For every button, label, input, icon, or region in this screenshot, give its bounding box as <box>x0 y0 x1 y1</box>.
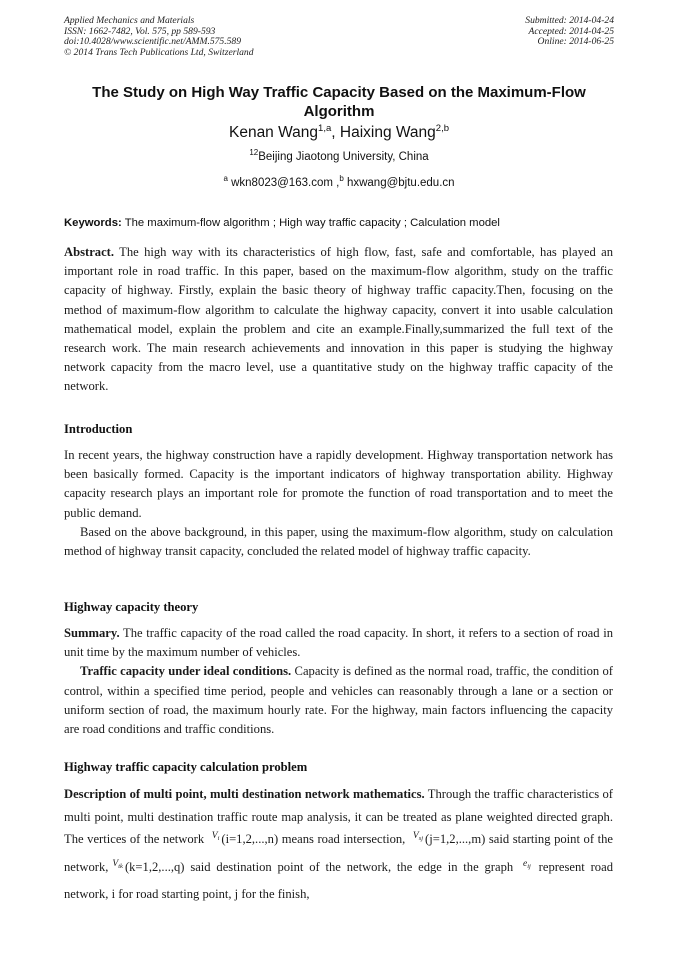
journal-name: Applied Mechanics and Materials <box>64 15 195 26</box>
email-a-sup: a <box>223 174 228 183</box>
edge-symbol-eij <box>523 859 531 869</box>
capacity-theory-body <box>64 624 613 739</box>
network-description-paragraph <box>64 783 613 906</box>
calculation-problem-body <box>64 783 613 906</box>
abstract-text: The high way with its characteristics of high flow, fast, safe and comfortable, has played an important role in road traffic. In this paper, based on the maximum-flow algorithm, study on the traffic capacity of highway. Firstly, explain the basic theory of highway traffic capacity.Then, focusing on the method of maximum-flow algorithm to calculate the highway capacity, convert it into usable calculation mathematical model, explain the problem and cite an example.Finally,summarized the full text of the research work. The main research achievements and innovation in this paper is studying the highway network capacity from the macro level, use a quantitative study on the highway traffic capacity of the network. <box>64 245 613 394</box>
journal-doi: doi:10.4028/www.scientific.net/AMM.575.589 <box>64 36 242 48</box>
summary-paragraph <box>64 624 613 662</box>
date-submitted: Submitted: 2014-04-24 <box>525 15 614 26</box>
edge-symbol-eij-base: e <box>523 858 528 869</box>
start-symbol-vsj-base: V <box>412 831 419 842</box>
email-b-sup: b <box>339 174 344 183</box>
date-accepted: Accepted: 2014-04-25 <box>528 25 614 37</box>
email-b[interactable]: hxwang@bjtu.edu.cn <box>343 177 455 189</box>
introduction-body <box>64 446 613 561</box>
abstract-label: Abstract. <box>64 245 115 259</box>
author-line <box>0 124 678 142</box>
affiliation-sup: 12 <box>249 148 259 157</box>
journal-issn: ISSN: 1662-7482, Vol. 575, pp 589-593 <box>64 25 216 37</box>
vertex-symbol-vi <box>212 831 220 841</box>
journal-info <box>64 16 254 58</box>
network-description-text-2: (i=1,2,...,n) means road intersection, <box>221 832 409 847</box>
paper-title: The Study on High Way Traffic Capacity Based on the Maximum-Flow Algorithm <box>92 84 586 120</box>
edge-symbol-eij-sub: ij <box>527 862 531 870</box>
network-description-text-3: (j=1,2,...,m) said starting point of the network, <box>64 832 613 874</box>
ideal-conditions-paragraph <box>64 662 613 739</box>
capacity-theory-heading: Highway capacity theory <box>64 600 199 614</box>
ideal-conditions-label: Traffic capacity under ideal conditions. <box>80 664 292 679</box>
start-symbol-vsj <box>413 831 423 841</box>
affiliation-text: Beijing Jiaotong University, China <box>258 151 429 163</box>
destination-symbol-vtk-base: V <box>112 858 119 869</box>
keywords-label: Keywords: <box>64 217 122 229</box>
abstract <box>64 243 613 397</box>
summary-text: The traffic capacity of the road called the road capacity. In short, it refers to a section of road in unit time by the maximum number of vehicles. <box>64 626 613 660</box>
destination-symbol-vtk <box>112 859 123 869</box>
author-2-name: Haixing Wang <box>339 124 436 141</box>
journal-copyright: © 2014 Trans Tech Publications Ltd, Switzerland <box>64 46 254 58</box>
introduction-paragraph-1: In recent years, the highway construction have a rapidly development. Highway transportation network has been basically formed. Capacity is the important indicators of highway transportation ability. Highway capacity research plays an important role for promote the function of road transportation and to meet the public demand. <box>64 448 613 520</box>
vertex-symbol-vi-base: V <box>211 831 218 842</box>
network-description-text-5: represent road network, i for road starting point, j for the finish, <box>64 859 613 902</box>
author-1-affil-sup: 1,a <box>318 123 332 134</box>
ideal-conditions-text: Capacity is defined as the normal road, traffic, the condition of control, within a specified time period, people and vehicles can reasonably through a lane or a section or uniform section of road, the maximum hourly rate. For the highway, main factors influencing the capacity are road conditions and traffic conditions. <box>64 664 613 737</box>
author-2-affil-sup: 2,b <box>435 123 450 134</box>
author-1-name: Kenan Wang <box>228 124 319 141</box>
calculation-problem-heading: Highway traffic capacity calculation problem <box>64 760 308 774</box>
keywords-text: The maximum-flow algorithm ; High way traffic capacity ; Calculation model <box>121 217 500 229</box>
affiliation <box>0 148 678 163</box>
introduction-paragraph-2: Based on the above background, in this paper, using the maximum-flow algorithm, study on calculation method of highway transit capacity, concluded the related model of highway traffic capacity. <box>64 524 613 559</box>
destination-symbol-vtk-sub: tk <box>118 862 123 870</box>
author-separator: , <box>331 124 340 141</box>
network-description-text-4: (k=1,2,...,q) said destination point of the network, the edge in the graph <box>124 859 519 874</box>
network-description-text-1: Through the traffic characteristics of multi point, multi destination traffic route map analysis, it can be treated as plane weighted directed graph. The vertices of the network <box>64 787 613 847</box>
author-emails <box>0 174 678 189</box>
keywords <box>64 217 624 229</box>
email-a[interactable]: wkn8023@163.com , <box>227 177 340 189</box>
summary-label: Summary. <box>64 626 120 640</box>
publication-dates <box>525 16 614 48</box>
introduction-heading: Introduction <box>64 422 133 436</box>
network-description-label: Description of multi point, multi destination network mathematics. <box>64 787 425 801</box>
date-online: Online: 2014-06-25 <box>537 36 614 48</box>
vertex-symbol-vi-sub: i <box>217 835 220 843</box>
start-symbol-vsj-sub: sj <box>418 835 424 843</box>
